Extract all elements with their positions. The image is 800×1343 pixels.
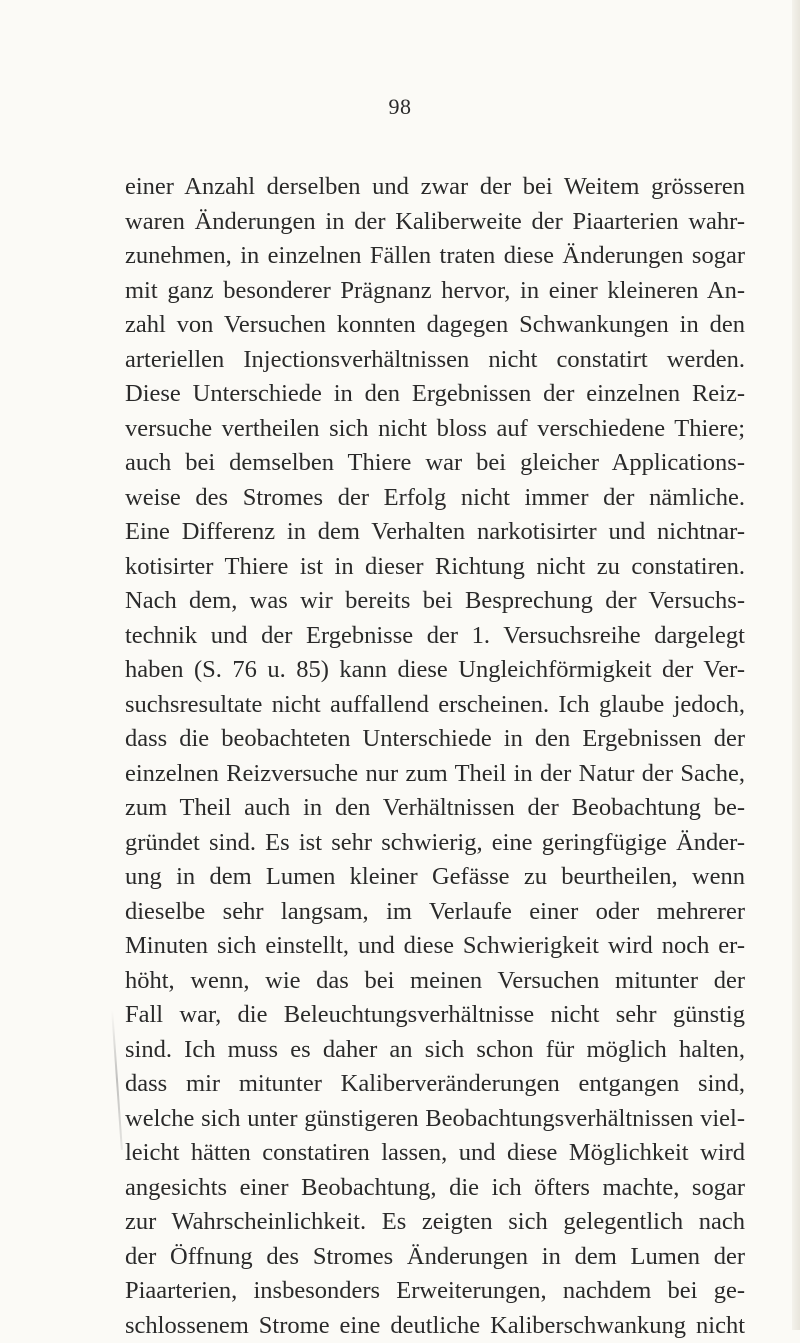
text-line: der Öffnung des Stromes Änderungen in dem Lumen der <box>125 1240 745 1275</box>
text-line: weise des Stromes der Erfolg nicht immer der nämliche. <box>125 481 745 516</box>
text-line: Eine Differenz in dem Verhalten narkotisirter und nichtnar- <box>125 515 745 550</box>
text-line: dass die beobachteten Unterschiede in den Ergebnissen der <box>125 722 745 757</box>
text-line: welche sich unter günstigeren Beobachtungsverhältnissen viel- <box>125 1102 745 1137</box>
text-line: Minuten sich einstellt, und diese Schwierigkeit wird noch er- <box>125 929 745 964</box>
text-line: einzelnen Reizversuche nur zum Theil in der Natur der Sache, <box>125 757 745 792</box>
text-line: Diese Unterschiede in den Ergebnissen der einzelnen Reiz- <box>125 377 745 412</box>
text-line: versuche vertheilen sich nicht bloss auf verschiedene Thiere; <box>125 412 745 447</box>
text-line: zunehmen, in einzelnen Fällen traten diese Änderungen sogar <box>125 239 745 274</box>
text-line: zur Wahrscheinlichkeit. Es zeigten sich gelegentlich nach <box>125 1205 745 1240</box>
text-line: kotisirter Thiere ist in dieser Richtung nicht zu constatiren. <box>125 550 745 585</box>
text-line: haben (S. 76 u. 85) kann diese Ungleichförmigkeit der Ver- <box>125 653 745 688</box>
margin-pencil-mark <box>111 1010 123 1150</box>
text-line: Piaarterien, insbesonders Erweiterungen, nachdem bei ge- <box>125 1274 745 1309</box>
text-line: sind. Ich muss es daher an sich schon für möglich halten, <box>125 1033 745 1068</box>
text-line: angesichts einer Beobachtung, die ich öfters machte, sogar <box>125 1171 745 1206</box>
text-line: Nach dem, was wir bereits bei Besprechung der Versuchs- <box>125 584 745 619</box>
text-line: dieselbe sehr langsam, im Verlaufe einer oder mehrerer <box>125 895 745 930</box>
text-line: höht, wenn, wie das bei meinen Versuchen mitunter der <box>125 964 745 999</box>
text-line: gründet sind. Es ist sehr schwierig, eine geringfügige Änder- <box>125 826 745 861</box>
text-line: technik und der Ergebnisse der 1. Versuchsreihe dargelegt <box>125 619 745 654</box>
page-number: 98 <box>370 94 430 120</box>
text-line: zum Theil auch in den Verhältnissen der Beobachtung be- <box>125 791 745 826</box>
text-line: schlossenem Strome eine deutliche Kaliberschwankung nicht <box>125 1309 745 1343</box>
text-line: einer Anzahl derselben und zwar der bei Weitem grösseren <box>125 170 745 205</box>
body-text <box>125 170 745 1343</box>
text-line: mit ganz besonderer Prägnanz hervor, in einer kleineren An- <box>125 274 745 309</box>
text-line: ung in dem Lumen kleiner Gefässe zu beurtheilen, wenn <box>125 860 745 895</box>
text-line: arteriellen Injectionsverhältnissen nicht constatirt werden. <box>125 343 745 378</box>
text-line: waren Änderungen in der Kaliberweite der Piaarterien wahr- <box>125 205 745 240</box>
page-edge-shadow <box>792 0 800 1330</box>
text-line: suchsresultate nicht auffallend erscheinen. Ich glaube jedoch, <box>125 688 745 723</box>
text-line: dass mir mitunter Kaliberveränderungen entgangen sind, <box>125 1067 745 1102</box>
text-line: auch bei demselben Thiere war bei gleicher Applications- <box>125 446 745 481</box>
text-line: leicht hätten constatiren lassen, und diese Möglichkeit wird <box>125 1136 745 1171</box>
text-line: zahl von Versuchen konnten dagegen Schwankungen in den <box>125 308 745 343</box>
text-line: Fall war, die Beleuchtungsverhältnisse nicht sehr günstig <box>125 998 745 1033</box>
